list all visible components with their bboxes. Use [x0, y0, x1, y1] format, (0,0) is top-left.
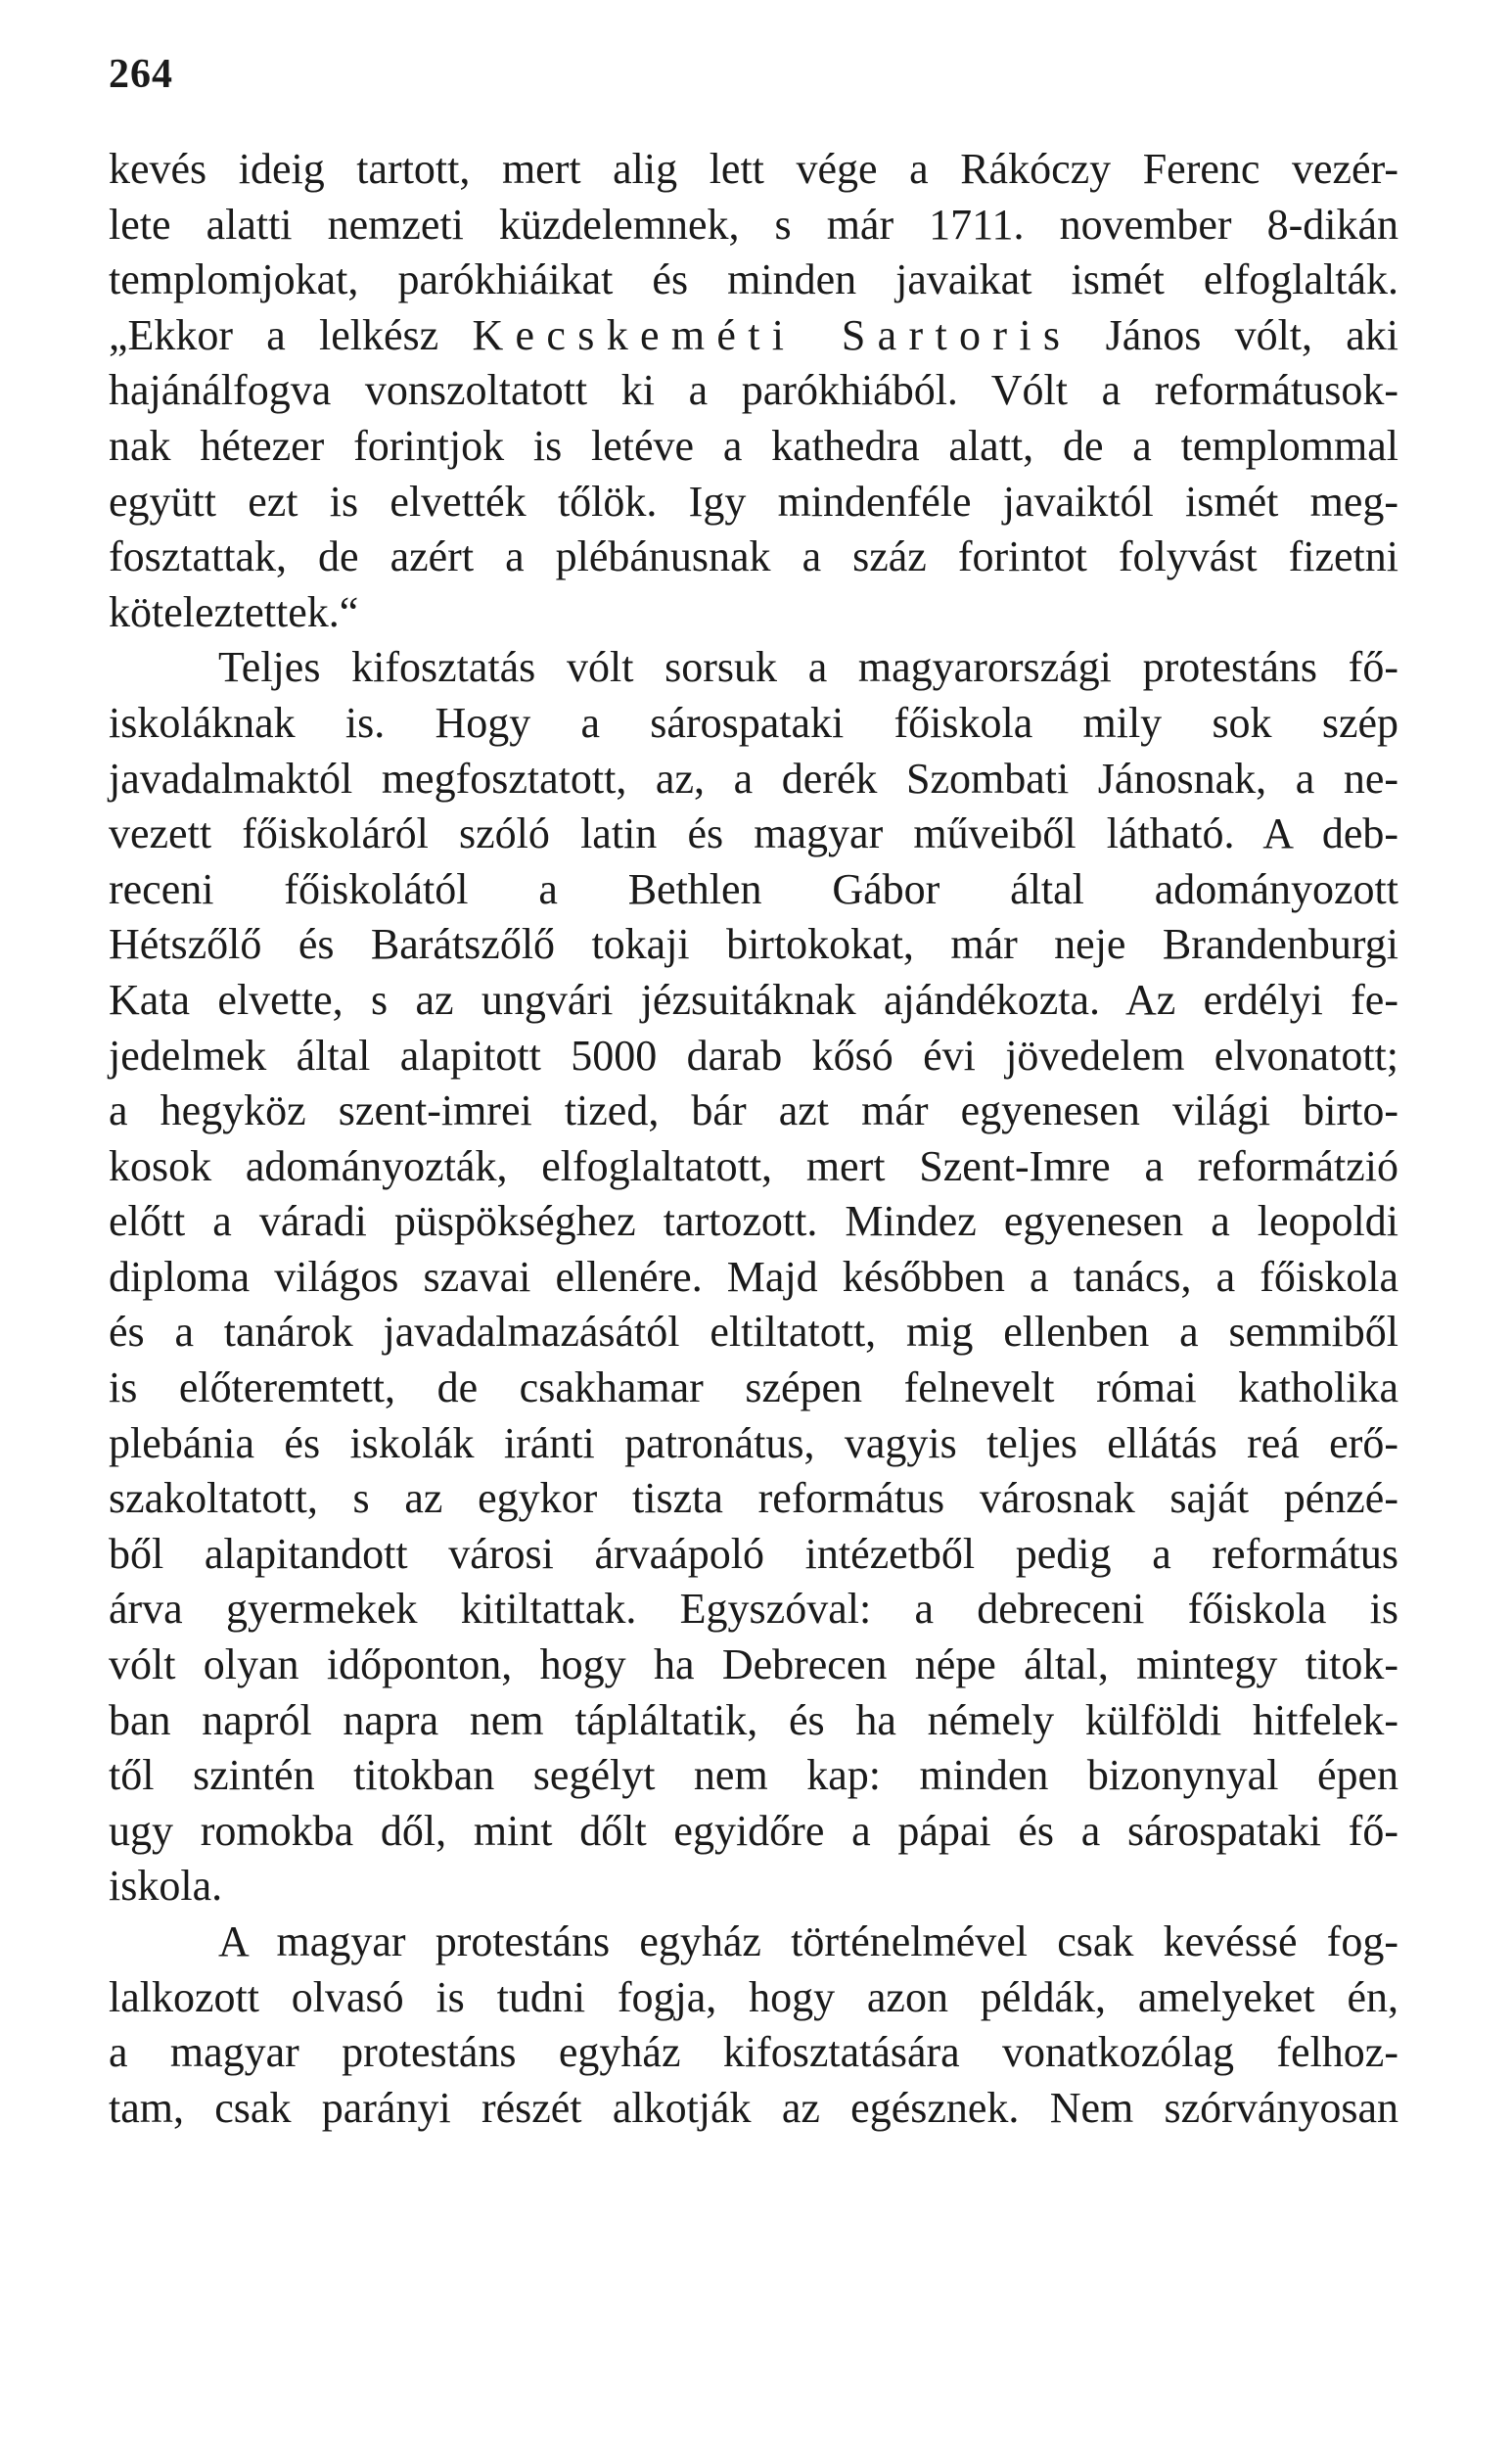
text-line: diploma világos szavai ellenére. Majd későbben a tanács, a főiskola — [109, 1252, 1398, 1301]
text-segment: János vólt, aki — [1072, 310, 1399, 359]
text-line: receni főiskolától a Bethlen Gábor által adományozott — [109, 864, 1398, 913]
text-line: ugy romokba dől, mint dőlt egyidőre a pápai és a sárospataki fő- — [109, 1806, 1398, 1855]
text-line: Teljes kifosztatás vólt sorsuk a magyarországi protestáns fő- — [218, 643, 1398, 692]
spaced-name: Kecskeméti Sartoris — [472, 310, 1073, 359]
text-line: hajánálfogva vonszoltatott ki a parókhiából. Vólt a reformátusok- — [109, 366, 1398, 415]
text-line: vólt olyan időponton, hogy ha Debrecen népe által, mintegy titok- — [109, 1640, 1398, 1689]
text-line: kevés ideig tartott, mert alig lett vége a Rákóczy Ferenc vezér- — [109, 145, 1398, 193]
text-line: től szintén titokban segélyt nem kap: minden bizonynyal épen — [109, 1751, 1398, 1800]
text-line: Kata elvette, s az ungvári jézsuitáknak ajándékozta. Az erdélyi fe- — [109, 975, 1398, 1024]
text-line: lalkozott olvasó is tudni fogja, hogy azon példák, amelyeket én, — [109, 1972, 1398, 2021]
text-line: és a tanárok javadalmazásától eltiltatott, mig ellenben a semmiből — [109, 1308, 1398, 1357]
text-line: fosztattak, de azért a plébánusnak a száz forintot folyvást fizetni — [109, 532, 1398, 581]
text-line: szakoltatott, s az egykor tiszta református városnak saját pénzé- — [109, 1474, 1398, 1523]
text-line: tam, csak parányi részét alkotják az egésznek. Nem szórványosan — [109, 2083, 1398, 2132]
text-line: a hegyköz szent-imrei tized, bár azt már egyenesen világi birto- — [109, 1086, 1398, 1135]
text-line: iskoláknak is. Hogy a sárospataki főiskola mily sok szép — [109, 698, 1398, 747]
text-line: kosok adományozták, elfoglaltatott, mert Szent-Imre a reformátzió — [109, 1141, 1398, 1190]
text-line: ből alapitandott városi árvaápoló intézetből pedig a református — [109, 1529, 1398, 1578]
text-line: templomjokat, parókhiáikat és minden javaikat ismét elfoglalták. — [109, 255, 1398, 304]
text-line: a magyar protestáns egyház kifosztatására vonatkozólag felhoz- — [109, 2028, 1398, 2077]
text-line: nak hétezer forintjok is letéve a kathedra alatt, de a templommal — [109, 421, 1398, 470]
text-line: köteleztettek.“ — [109, 587, 359, 636]
text-line: ban napról napra nem tápláltatik, és ha némely külföldi hitfelek- — [109, 1695, 1398, 1744]
text-segment: „Ekkor a lelkész — [109, 310, 473, 359]
text-line: vezett főiskoláról szóló latin és magyar műveiből látható. A deb- — [109, 809, 1398, 858]
text-line — [109, 308, 1398, 364]
text-line: javadalmaktól megfosztatott, az, a derék Szombati Jánosnak, a ne- — [109, 754, 1398, 803]
text-line: Hétszőlő és Barátszőlő tokaji birtokokat, már neje Brandenburgi — [109, 920, 1398, 969]
text-line: iskola. — [109, 1862, 223, 1911]
body-text — [109, 142, 1398, 2136]
text-line: plebánia és iskolák iránti patronátus, vagyis teljes ellátás reá erő- — [109, 1418, 1398, 1467]
text-line: árva gyermekek kitiltattak. Egyszóval: a debreceni főiskola is — [109, 1585, 1398, 1634]
text-line: együtt ezt is elvették tőlök. Igy mindenféle javaiktól ismét meg- — [109, 477, 1398, 526]
text-line: előtt a váradi püspökséghez tartozott. Mindez egyenesen a leopoldi — [109, 1197, 1398, 1246]
text-line: lete alatti nemzeti küzdelemnek, s már 1711. november 8-dikán — [109, 200, 1398, 249]
text-line: A magyar protestáns egyház történelmével csak kevéssé fog- — [218, 1917, 1398, 1965]
text-line: jedelmek által alapitott 5000 darab kősó évi jövedelem elvonatott; — [109, 1031, 1398, 1080]
page-number: 264 — [109, 52, 173, 97]
text-line: is előteremtett, de csakhamar szépen felnevelt római katholika — [109, 1363, 1398, 1412]
